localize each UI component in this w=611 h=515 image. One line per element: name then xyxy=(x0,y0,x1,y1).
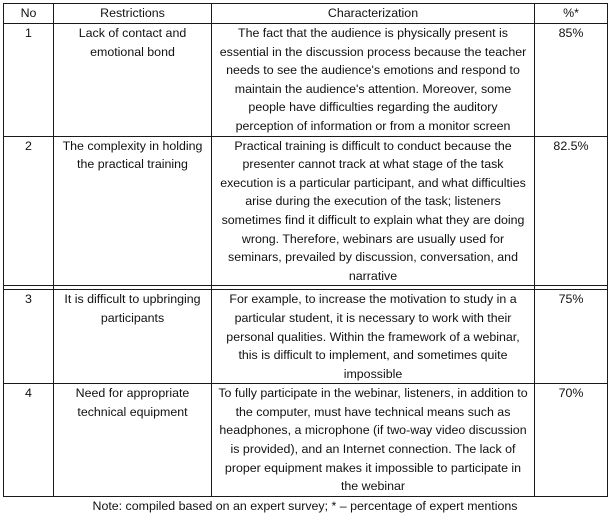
row-characterization: The fact that the audience is physically present is essential in the discussion process because the teacher needs to see the audience's emotions and respond to maintain the audience's attention. Moreover, some people have difficulties regarding the auditory perception of information or from a monitor screen xyxy=(212,24,535,137)
row-number: 3 xyxy=(4,290,54,384)
header-restrictions: Restrictions xyxy=(54,4,212,24)
header-characterization: Characterization xyxy=(212,4,535,24)
row-restriction: Lack of contact and emotional bond xyxy=(54,24,212,137)
row-restriction: The complexity in holding the practical training xyxy=(54,136,212,286)
row-characterization: For example, to increase the motivation to study in a particular student, it is necessary to work with their personal qualities. Within the framework of a webinar, this is difficult to implement, and sometimes quite impossible xyxy=(212,290,535,384)
row-characterization: To fully participate in the webinar, listeners, in addition to the computer, must have technical means such as headphones, a microphone (if two-way video discussion is provided), and an Internet connection. The lack of proper equipment makes it impossible to participate in the webinar xyxy=(212,384,535,497)
row-percent: 82.5% xyxy=(535,136,608,286)
table-header-row xyxy=(4,4,608,24)
table-row xyxy=(4,384,608,497)
row-percent: 85% xyxy=(535,24,608,137)
restrictions-table xyxy=(3,3,608,497)
row-characterization: Practical training is difficult to conduct because the presenter cannot track at what stage of the task execution is a particular participant, and what difficulties arise during the execution of the task; listeners sometimes find it difficult to explain what they are doing wrong. Therefore, webinars are usually used for seminars, prevailed by discussion, conversation, and narrative xyxy=(212,136,535,286)
table-row xyxy=(4,290,608,384)
row-percent: 75% xyxy=(535,290,608,384)
row-number: 1 xyxy=(4,24,54,137)
row-percent: 70% xyxy=(535,384,608,497)
row-restriction: It is difficult to upbringing participants xyxy=(54,290,212,384)
row-number: 2 xyxy=(4,136,54,286)
table-row xyxy=(4,136,608,286)
table-note: Note: compiled based on an expert survey; * – percentage of expert mentions xyxy=(92,498,518,513)
table-row xyxy=(4,24,608,137)
restrictions-table-container xyxy=(3,3,607,515)
row-number: 4 xyxy=(4,384,54,497)
header-percent: %* xyxy=(535,4,608,24)
row-restriction: Need for appropriate technical equipment xyxy=(54,384,212,497)
header-no: No xyxy=(4,4,54,24)
